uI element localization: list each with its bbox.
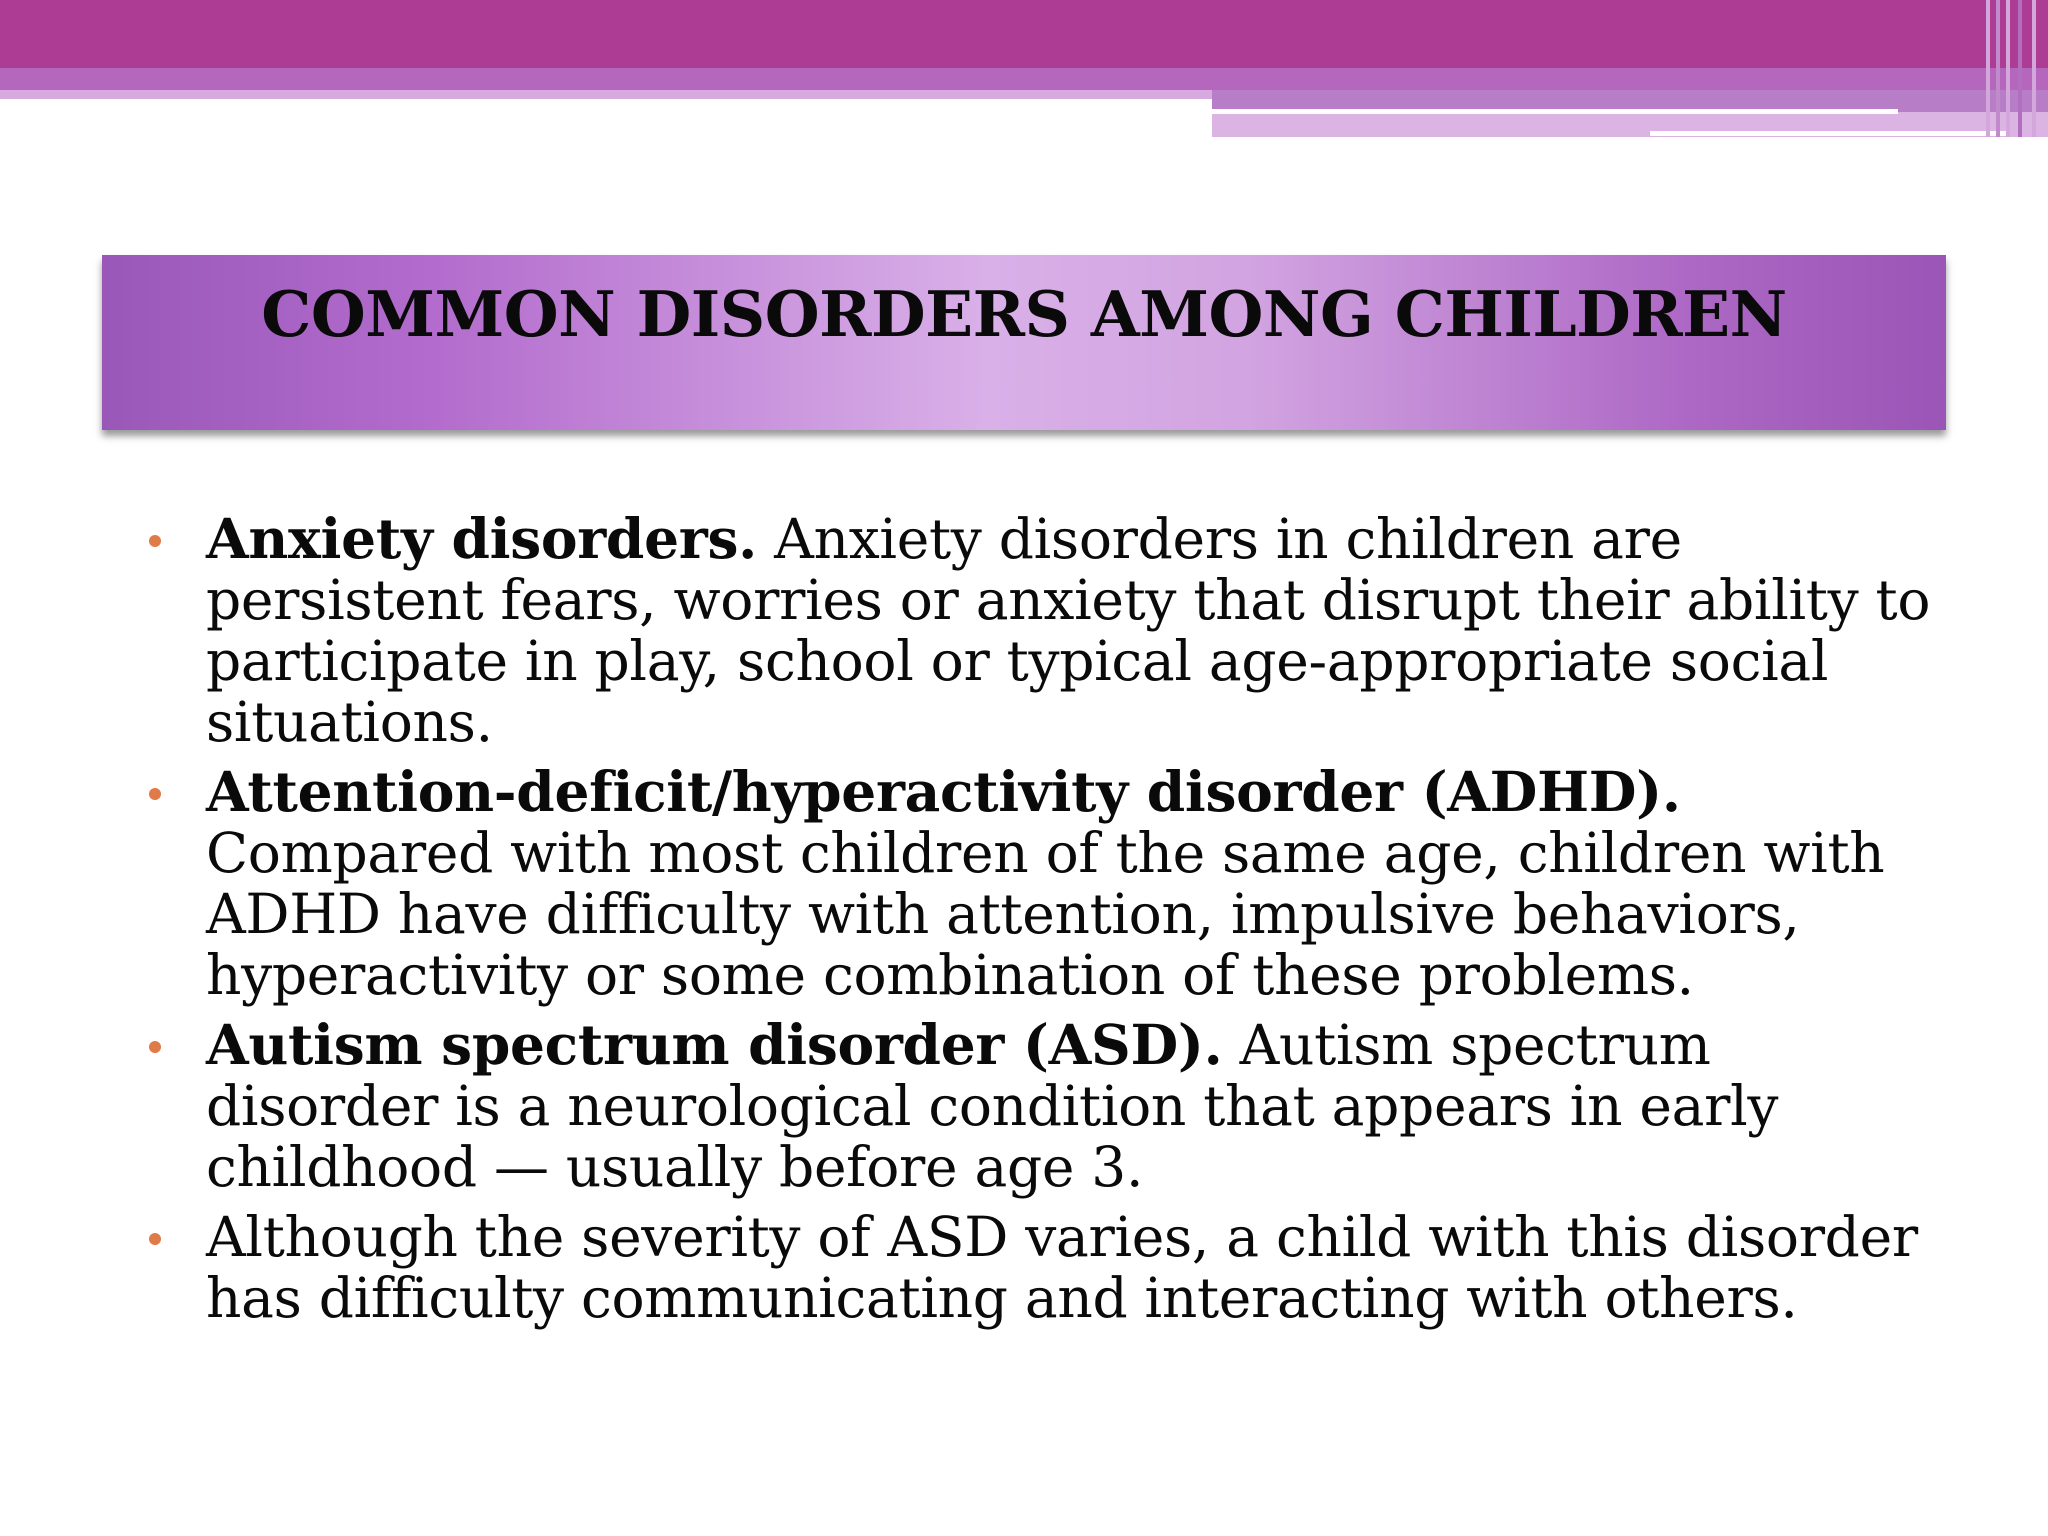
header-vertical-stripe: [1986, 0, 1990, 137]
bullet-dot-icon: [149, 535, 161, 547]
bullet-text: Although the severity of ASD varies, a child with this disorder has difficulty communicating and interacting with others.: [206, 1205, 1918, 1330]
header-band-pale-stripe: [0, 90, 1212, 99]
bullet-term: Autism spectrum disorder (ASD).: [206, 1012, 1223, 1077]
header-white-line: [1212, 109, 1898, 114]
bullet-term: Attention-deficit/hyperactivity disorder (ADHD).: [206, 759, 1681, 824]
bullet-text: Anxiety disorders in children are persistent fears, worries or anxiety that disrupt their ability to participate in play, school or typical age-appropriate social situations.: [206, 507, 1931, 754]
bullet-item: [143, 508, 1933, 753]
bullet-text: Compared with most children of the same age, children with ADHD have difficulty with attention, impulsive behaviors, hyperactivity or some combination of these problems.: [206, 821, 1885, 1007]
bullet-item: [143, 1014, 1933, 1198]
bullet-term: Anxiety disorders.: [206, 506, 757, 571]
bullet-dot-icon: [149, 1041, 161, 1053]
header-band-stripe: [0, 68, 2048, 90]
header-vertical-stripe: [2032, 0, 2036, 137]
header-vertical-stripe: [2018, 0, 2022, 137]
bullet-item: [143, 1206, 1933, 1329]
header-vertical-stripe: [1996, 0, 2000, 137]
header-band: [0, 0, 2048, 68]
bullet-dot-icon: [149, 1233, 161, 1245]
bullet-dot-icon: [149, 788, 161, 800]
bullet-list: [143, 508, 1933, 1337]
bullet-item: [143, 761, 1933, 1006]
bullet-text: Autism spectrum disorder is a neurological condition that appears in early childhood — usually before age 3.: [206, 1013, 1779, 1199]
header-vertical-stripe: [2006, 0, 2010, 137]
header-white-line: [1650, 131, 2010, 136]
slide-title: COMMON DISORDERS AMONG CHILDREN: [261, 277, 1787, 351]
title-box: [102, 255, 1946, 430]
